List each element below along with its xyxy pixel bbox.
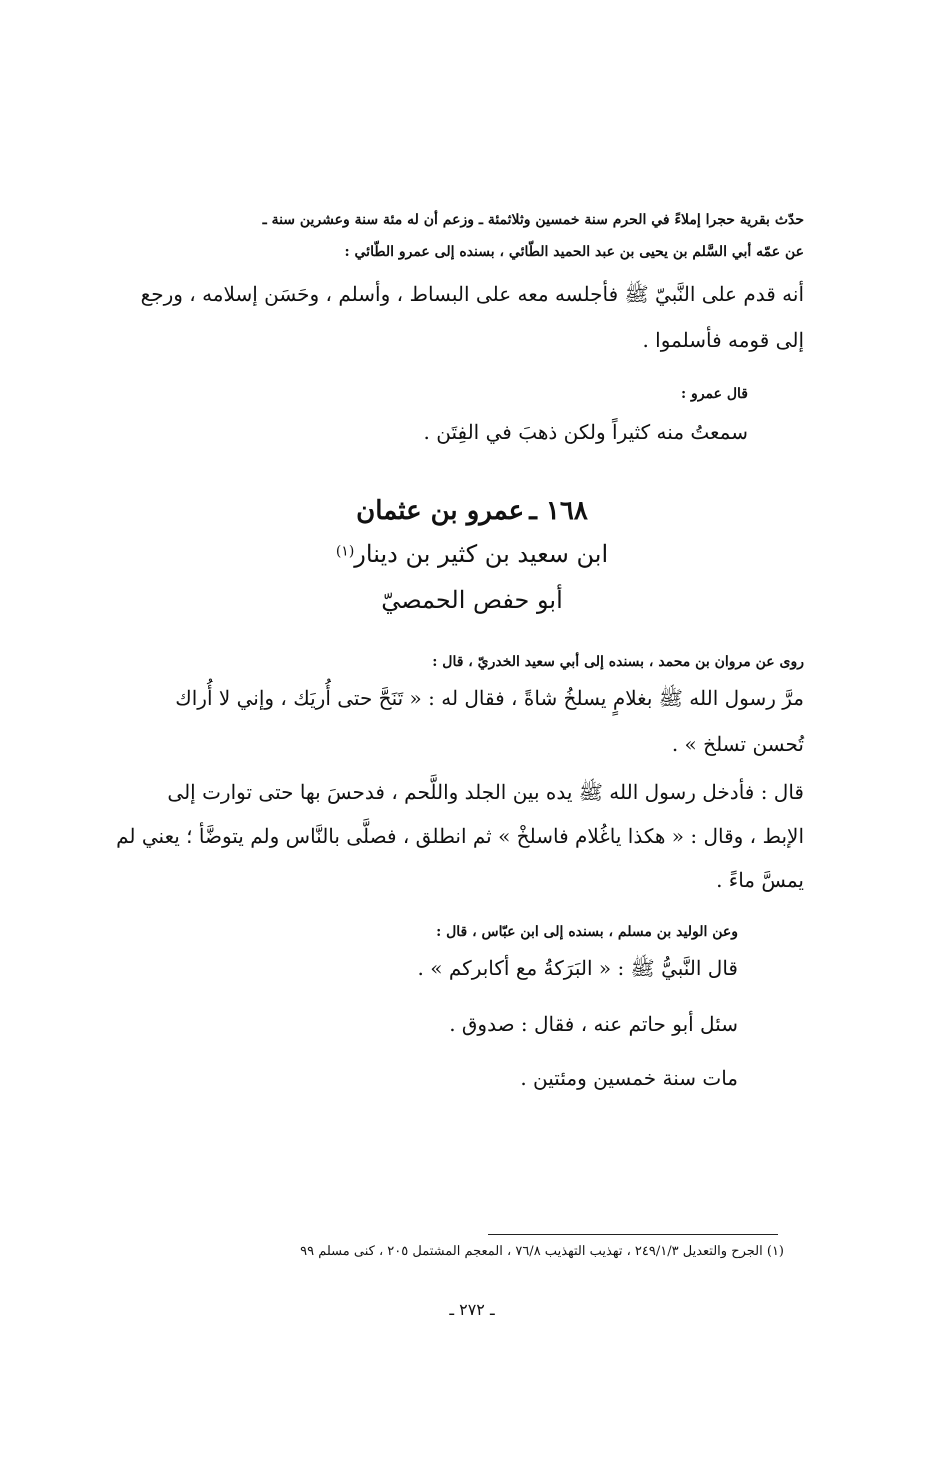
hadith2-isnad: روى عن مروان بن محمد ، بسنده إلى أبي سعيد الخدريّ ، قال :: [432, 654, 804, 670]
entry-kunya: أبو حفص الحمصيّ: [381, 586, 563, 614]
entry-number: ١٦٨ ـ: [529, 496, 588, 526]
entry-heading: [0, 496, 944, 526]
qala-amr-heading: قال عمرو :: [681, 386, 748, 402]
hadith1-line-1: أنه قدم على النَّبيّ ﷺ فأجلسه معه على البساط ، وأسلم ، وحَسَن إسلامه ، ورجع: [140, 282, 804, 306]
entry-lineage: ابن سعيد بن كثير بن دينار: [354, 540, 609, 568]
hadith1-line-2: إلى قومه فأسلموا .: [642, 328, 804, 352]
footnote: (١) الجرح والتعديل ٢٤٩/١/٣ ، تهذيب التهذيب ٧٦/٨ ، المعجم المشتمل ٢٠٥ ، كنى مسلم ٩٩: [300, 1244, 784, 1259]
hadith3-line-3: يمسَّ ماءً .: [716, 868, 804, 892]
hadith3-line-2: الإبط ، وقال : « هكذا ياغُلام فاسلخْ » ثم انطلق ، فصلَّى بالنَّاس ولم يتوضَّأ ؛ يعني لم: [116, 824, 804, 848]
hadith3-line-1: قال : فأدخل رسول الله ﷺ يده بين الجلد واللَّحم ، فدحسَ بها حتى توارت إلى: [167, 780, 804, 804]
entry-name: عمرو بن عثمان: [356, 496, 525, 526]
hadith2-line-1: مرَّ رسول الله ﷺ بغلامٍ يسلخُ شاةً ، فقال له : « تَنَحَّ حتى أُريَك ، وإني لا أُراك: [175, 686, 804, 710]
hadith2-line-2: تُحسن تسلخ » .: [671, 732, 804, 756]
footnote-separator: [488, 1234, 778, 1235]
intro-line-1: حدّث بقرية حجرا إملاءً في الحرم سنة خمسين وثلاثمئة ـ وزعم أن له مئة سنة وعشرين سنة ـ: [262, 212, 804, 228]
intro-line-2: عن عمّه أبي السَّلم بن يحيى بن عبد الحميد الطّائي ، بسنده إلى عمرو الطّائي :: [344, 244, 804, 260]
page-number: ـ ٢٧٢ ـ: [449, 1300, 495, 1319]
footnote-marker: (١): [335, 543, 355, 560]
hadith4-isnad: وعن الوليد بن مسلم ، بسنده إلى ابن عبّاس ، قال :: [436, 924, 738, 940]
abu-hatim-statement: سئل أبو حاتم عنه ، فقال : صدوق .: [449, 1012, 738, 1036]
entry-kunya-line: [0, 586, 944, 614]
entry-lineage-line: [0, 540, 944, 568]
qala-amr-text: سمعتُ منه كثيراً ولكن ذهبَ في الفِتَن .: [423, 420, 748, 444]
death-statement: مات سنة خمسين ومئتين .: [520, 1066, 738, 1090]
hadith4-text: قال النَّبيُّ ﷺ : « البَرَكةُ مع أكابركم » .: [417, 956, 738, 980]
